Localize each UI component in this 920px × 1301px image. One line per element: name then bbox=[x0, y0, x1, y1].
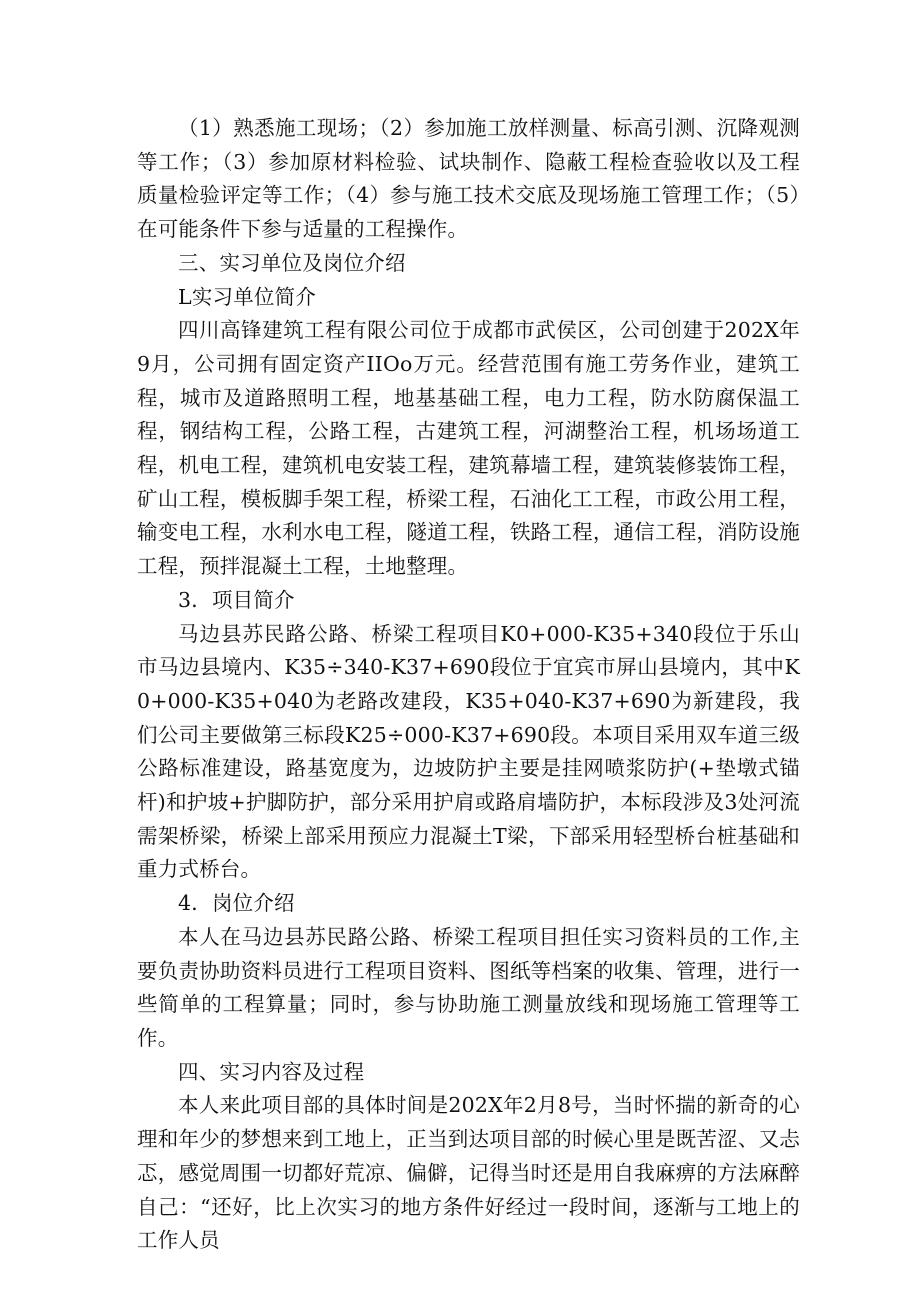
paragraph-internship-tasks: （1）熟悉施工现场；（2）参加施工放样测量、标高引测、沉降观测等工作；（3）参加原材料检验、试块制作、隐蔽工程检查验收以及工程质量检验评定等工作；（4）参与施工技术交底及现场施工管理工作；（5）在可能条件下参与适量的工程操作。 bbox=[137, 116, 800, 242]
subheading-post-intro: 4．岗位介绍 bbox=[178, 891, 295, 916]
heading-unit-and-post: 三、实习单位及岗位介绍 bbox=[178, 250, 406, 275]
document-body bbox=[137, 112, 800, 1258]
subheading-unit-intro: L实习单位简介 bbox=[178, 284, 317, 309]
paragraph-company-intro: 四川高锋建筑工程有限公司位于成都市武侯区，公司创建于202X年9月，公司拥有固定资产IIOo万元。经营范围有施工劳务作业，建筑工程，城市及道路照明工程，地基基础工程，电力工程，防水防腐保温工程，钢结构工程，公路工程，古建筑工程，河湖整治工程，机场场道工程，机电工程，建筑机电安装工程，建筑幕墙工程，建筑装修装饰工程，矿山工程，模板脚手架工程，桥梁工程，石油化工工程，市政公用工程，输变电工程，水利水电工程，隧道工程，铁路工程，通信工程，消防设施工程，预拌混凝土工程，土地整理。 bbox=[137, 318, 800, 579]
subheading-project-intro: 3．项目简介 bbox=[178, 587, 295, 612]
heading-internship-process: 四、实习内容及过程 bbox=[178, 1059, 365, 1084]
paragraph-post-duties: 本人在马边县苏民路公路、桥梁工程项目担任实习资料员的工作,主要负责协助资料员进行工程项目资料、图纸等档案的收集、管理，进行一些简单的工程算量；同时，参与协助施工测量放线和现场施工管理等工作。 bbox=[137, 924, 800, 1050]
paragraph-arrival-experience: 本人来此项目部的具体时间是202X年2月8号，当时怀揣的新奇的心理和年少的梦想来到工地上，正当到达项目部的时候心里是既苦涩、又忐忑，感觉周围一切都好荒凉、偏僻，记得当时还是用自我麻痹的方法麻醉自己：“还好，比上次实习的地方条件好经过一段时间，逐渐与工地上的工作人员 bbox=[137, 1093, 800, 1253]
paragraph-project-details: 马边县苏民路公路、桥梁工程项目K0+000-K35+340段位于乐山市马边县境内、K35÷340-K37+690段位于宜宾市屏山县境内，其中K0+000-K35+040为老路改建段，K35+040-K37+690为新建段，我们公司主要做第三标段K25÷000-K37+690段。本项目采用双车道三级公路标准建设，路基宽度为，边坡防护主要是挂网喷浆防护(+垫墩式锚杆)和护坡+护脚防护，部分采用护肩或路肩墙防护，本标段涉及3处河流需架桥梁，桥梁上部采用预应力混凝土T梁，下部采用轻型桥台桩基础和重力式桥台。 bbox=[137, 621, 800, 882]
